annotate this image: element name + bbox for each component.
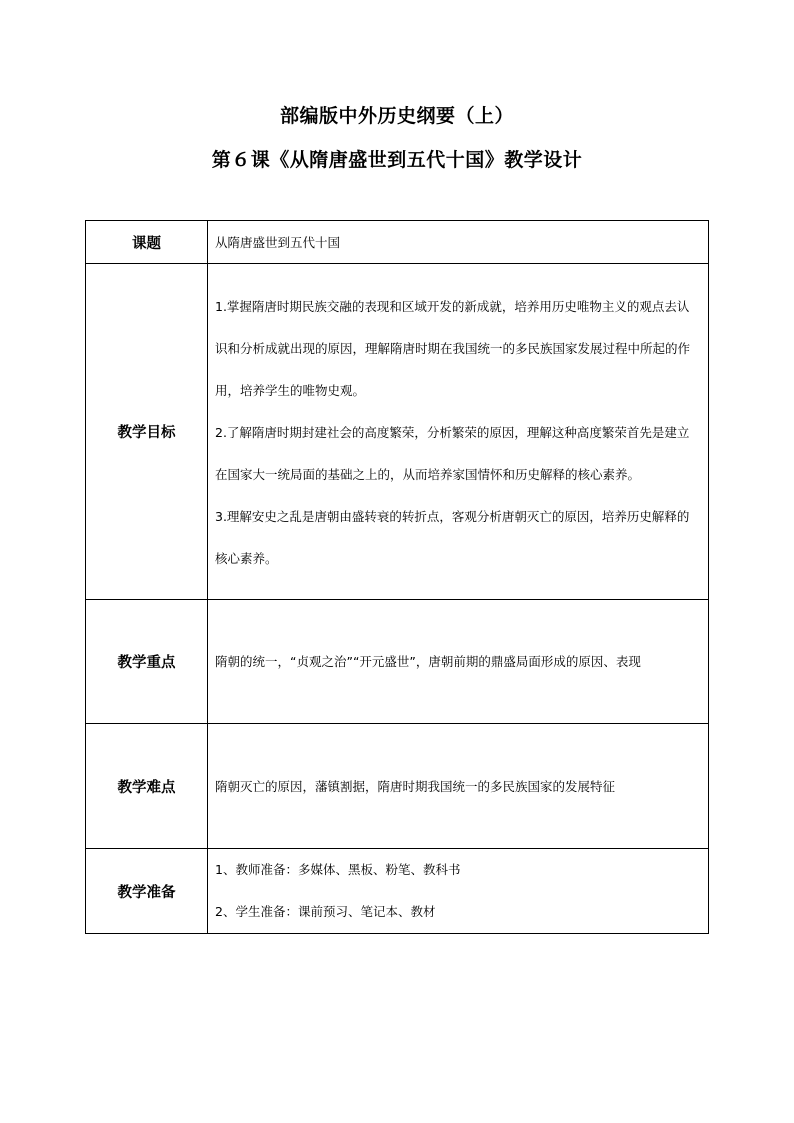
table-row-difficulties	[86, 724, 709, 849]
goal-item: 2.了解隋唐时期封建社会的高度繁荣，分析繁荣的原因，理解这种高度繁荣首先是建立在国家大一统局面的基础之上的，从而培养家国情怀和历史解释的核心素养。	[215, 425, 690, 482]
table-row-preparation	[86, 849, 709, 934]
preparation-label: 教学准备	[86, 849, 208, 934]
preparation-item: 1、教师准备：多媒体、黑板、粉笔、教科书	[215, 862, 461, 877]
document-title: 部编版中外历史纲要（上）	[279, 105, 514, 127]
table-row-goals	[86, 264, 709, 600]
goal-item: 1.掌握隋唐时期民族交融的表现和区域开发的新成就，培养用历史唯物主义的观点去认识和分析成就出现的原因，理解隋唐时期在我国统一的多民族国家发展过程中所起的作用，培养学生的唯物史观。	[215, 299, 691, 398]
preparation-item: 2、学生准备：课前预习、笔记本、教材	[215, 904, 436, 919]
key-points-value: 隋朝的统一，“贞观之治”“开元盛世”，唐朝前期的鼎盛局面形成的原因、表现	[215, 653, 641, 669]
lesson-plan-table	[85, 220, 709, 934]
document-subtitle: 第６课《从隋唐盛世到五代十国》教学设计	[211, 149, 583, 171]
key-points-label: 教学重点	[86, 600, 208, 724]
difficulties-label: 教学难点	[86, 724, 208, 849]
table-row-topic	[86, 221, 709, 264]
topic-label: 课题	[86, 221, 208, 264]
key-points-cell	[208, 600, 709, 724]
topic-value: 从隋唐盛世到五代十国	[208, 221, 709, 264]
goals-cell	[208, 264, 709, 600]
table-row-key-points	[86, 600, 709, 724]
goals-label: 教学目标	[86, 264, 208, 600]
preparation-cell	[208, 849, 709, 934]
difficulties-value: 隋朝灭亡的原因，藩镇割据，隋唐时期我国统一的多民族国家的发展特征	[208, 724, 709, 849]
goal-item: 3.理解安史之乱是唐朝由盛转衰的转折点，客观分析唐朝灭亡的原因，培养历史解释的核心素养。	[215, 509, 690, 566]
